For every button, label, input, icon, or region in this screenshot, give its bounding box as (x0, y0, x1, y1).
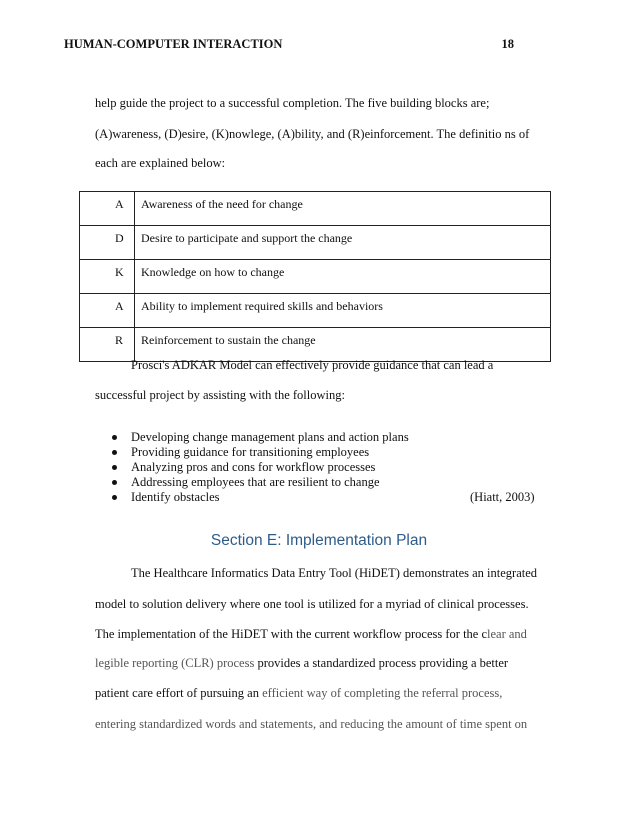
running-header (64, 37, 514, 53)
table-cell-letter: D (80, 226, 135, 260)
intro-line-1: help guide the project to a successful completion. The five building blocks are; (95, 96, 490, 110)
impl-line-2: model to solution delivery where one tool is utilized for a myriad of clinical processes. (95, 597, 529, 611)
table-cell-description: Knowledge on how to change (135, 260, 551, 294)
bullet-icon (112, 480, 117, 485)
table-row (80, 260, 551, 294)
table-row (80, 328, 551, 362)
intro-line-2: (A)wareness, (D)esire, (K)nowlege, (A)bility, and (R)einforcement. The definitio ns of (95, 127, 530, 141)
impl-line-3: The implementation of the HiDET with the current workflow process for the clear and (95, 627, 527, 641)
table-cell-description: Desire to participate and support the change (135, 226, 551, 260)
paragraph-line-1: Prosci's ADKAR Model can effectively provide guidance that can lead a (131, 358, 494, 372)
impl-line-4: legible reporting (CLR) process provides a standardized process providing a better (95, 656, 509, 670)
table-row (80, 192, 551, 226)
table-cell-letter: A (80, 294, 135, 328)
page-number: 18 (501, 37, 514, 51)
header-title: HUMAN-COMPUTER INTERACTION (64, 37, 283, 51)
table-cell-description: Ability to implement required skills and behaviors (135, 294, 551, 328)
list-item: Addressing employees that are resilient to change (109, 475, 409, 490)
impl-line-1: The Healthcare Informatics Data Entry Tool (HiDET) demonstrates an integrated (131, 566, 538, 580)
table-cell-description: Awareness of the need for change (135, 192, 551, 226)
impl-line-5: patient care effort of pursuing an efficient way of completing the referral process, (95, 686, 503, 700)
list-item: Analyzing pros and cons for workflow processes (109, 460, 409, 475)
bullet-icon (112, 465, 117, 470)
list-item: Providing guidance for transitioning employees (109, 445, 409, 460)
table-cell-letter: A (80, 192, 135, 226)
table-cell-letter: K (80, 260, 135, 294)
adkar-table (79, 191, 551, 362)
citation: (Hiatt, 2003) (470, 490, 535, 504)
impl-line-6: entering standardized words and statements, and reducing the amount of time spent on (95, 717, 528, 731)
table-cell-description: Reinforcement to sustain the change (135, 328, 551, 362)
intro-line-3: each are explained below: (95, 156, 226, 170)
bullet-icon (112, 435, 117, 440)
bullet-icon (112, 450, 117, 455)
bullet-icon (112, 495, 117, 500)
bullet-list (109, 430, 409, 505)
paragraph-line-2: successful project by assisting with the following: (95, 388, 345, 402)
table-cell-letter: R (80, 328, 135, 362)
list-item: Developing change management plans and action plans (109, 430, 409, 445)
list-item: Identify obstacles (109, 490, 409, 505)
table-row (80, 226, 551, 260)
table-row (80, 294, 551, 328)
section-heading: Section E: Implementation Plan (210, 532, 428, 549)
